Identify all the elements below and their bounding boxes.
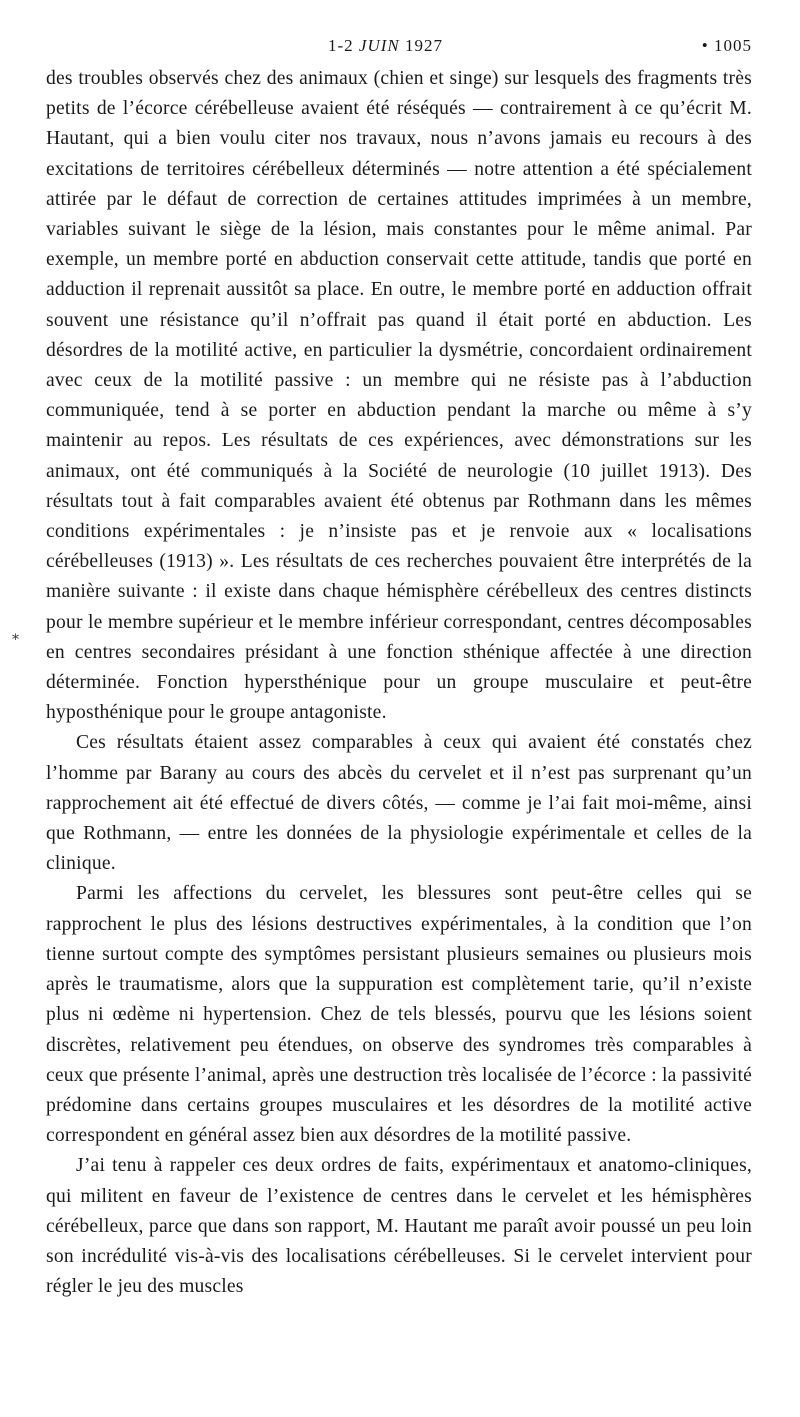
date-year: 1927 <box>405 36 443 55</box>
margin-mark: * <box>12 632 19 648</box>
paragraph-4: J’ai tenu à rappeler ces deux ordres de faits, expérimentaux et anatomo-cliniques, qui militent en faveur de l’existence de centres dans le cervelet et les hémisphères cérébelleux, parce que dans son rapport, M. Hautant me paraît avoir poussé un peu loin son incrédulité vis-à-vis des localisations cérébelleuses. Si le cervelet intervient pour régler le jeu des muscles <box>46 1155 752 1298</box>
article-body <box>46 64 752 1302</box>
paragraph-3: Parmi les affections du cervelet, les blessures sont peut-être celles qui se rapprochent le plus des lésions destructives expérimentales, à la condition que l’on tienne surtout compte des symptômes persistant plusieurs semaines ou plusieurs mois après le traumatisme, alors que la suppuration est complètement tarie, qu’il n’existe plus ni œdème ni hypertension. Chez de tels blessés, pourvu que les lésions soient discrètes, relativement peu étendues, on observe des syndromes très comparables à ceux que présente l’animal, après une destruction très localisée de l’écorce : la passivité prédomine dans certains groupes musculaires et les désordres de la motilité active correspondent en général assez bien aux désordres de la motilité passive. <box>46 883 752 1147</box>
page-number: • 1005 <box>701 36 752 55</box>
running-head <box>46 30 752 64</box>
date-day: 1-2 <box>328 36 354 55</box>
paragraph-1: des troubles observés chez des animaux (chien et singe) sur lesquels des fragments très petits de l’écorce cérébelleuse avaient été réséqués — contrairement à ce qu’écrit M. Hautant, qui a bien voulu citer nos travaux, nous n’avons jamais eu recours à des excitations de territoires cérébelleux déterminés — notre attention a été spécialement attirée par le défaut de correction de certaines attitudes imprimées à un membre, variables suivant le siège de la lésion, mais constantes pour le même animal. Par exemple, un membre porté en abduction conservait cette attitude, tandis que porté en adduction il reprenait aussitôt sa place. En outre, le membre porté en adduction offrait souvent une résistance qu’il n’offrait pas quand il était porté en abduction. Les désordres de la motilité active, en particulier la dysmétrie, concordaient ordinairement avec ceux de la motilité passive : un membre qui ne résiste pas à l’abduction communiquée, tend à se porter en abduction pendant la marche ou même à s’y maintenir au repos. Les résultats de ces expériences, avec démonstrations sur les animaux, ont été communiqués à la Société de neurologie (10 juillet 1913). Des résultats tout à fait comparables avaient été obtenus par Rothmann dans les mêmes conditions expérimentales : je n’insiste pas et je renvoie aux « localisations cérébelleuses (1913) ». Les résultats de ces recherches pouvaient être interprétés de la manière suivante : il existe dans chaque hémisphère cérébelleux des centres distincts pour le membre supérieur et le membre inférieur correspondant, centres décomposables en centres secondaires présidant à une fonction sthénique affectée à une direction déterminée. Fonction hypersthénique pour un groupe musculaire et peut-être hyposthénique pour le groupe antagoniste. <box>46 68 752 724</box>
date-month: JUIN <box>358 36 400 55</box>
paragraph-2: Ces résultats étaient assez comparables à ceux qui avaient été constatés chez l’homme par Barany au cours des abcès du cervelet et il n’est pas surprenant qu’un rapprochement ait été effectué de divers côtés, — comme je l’ai fait moi-même, ainsi que Rothmann, — entre les données de la physiologie expérimentale et celles de la clinique. <box>46 732 752 875</box>
issue-date <box>328 36 443 56</box>
